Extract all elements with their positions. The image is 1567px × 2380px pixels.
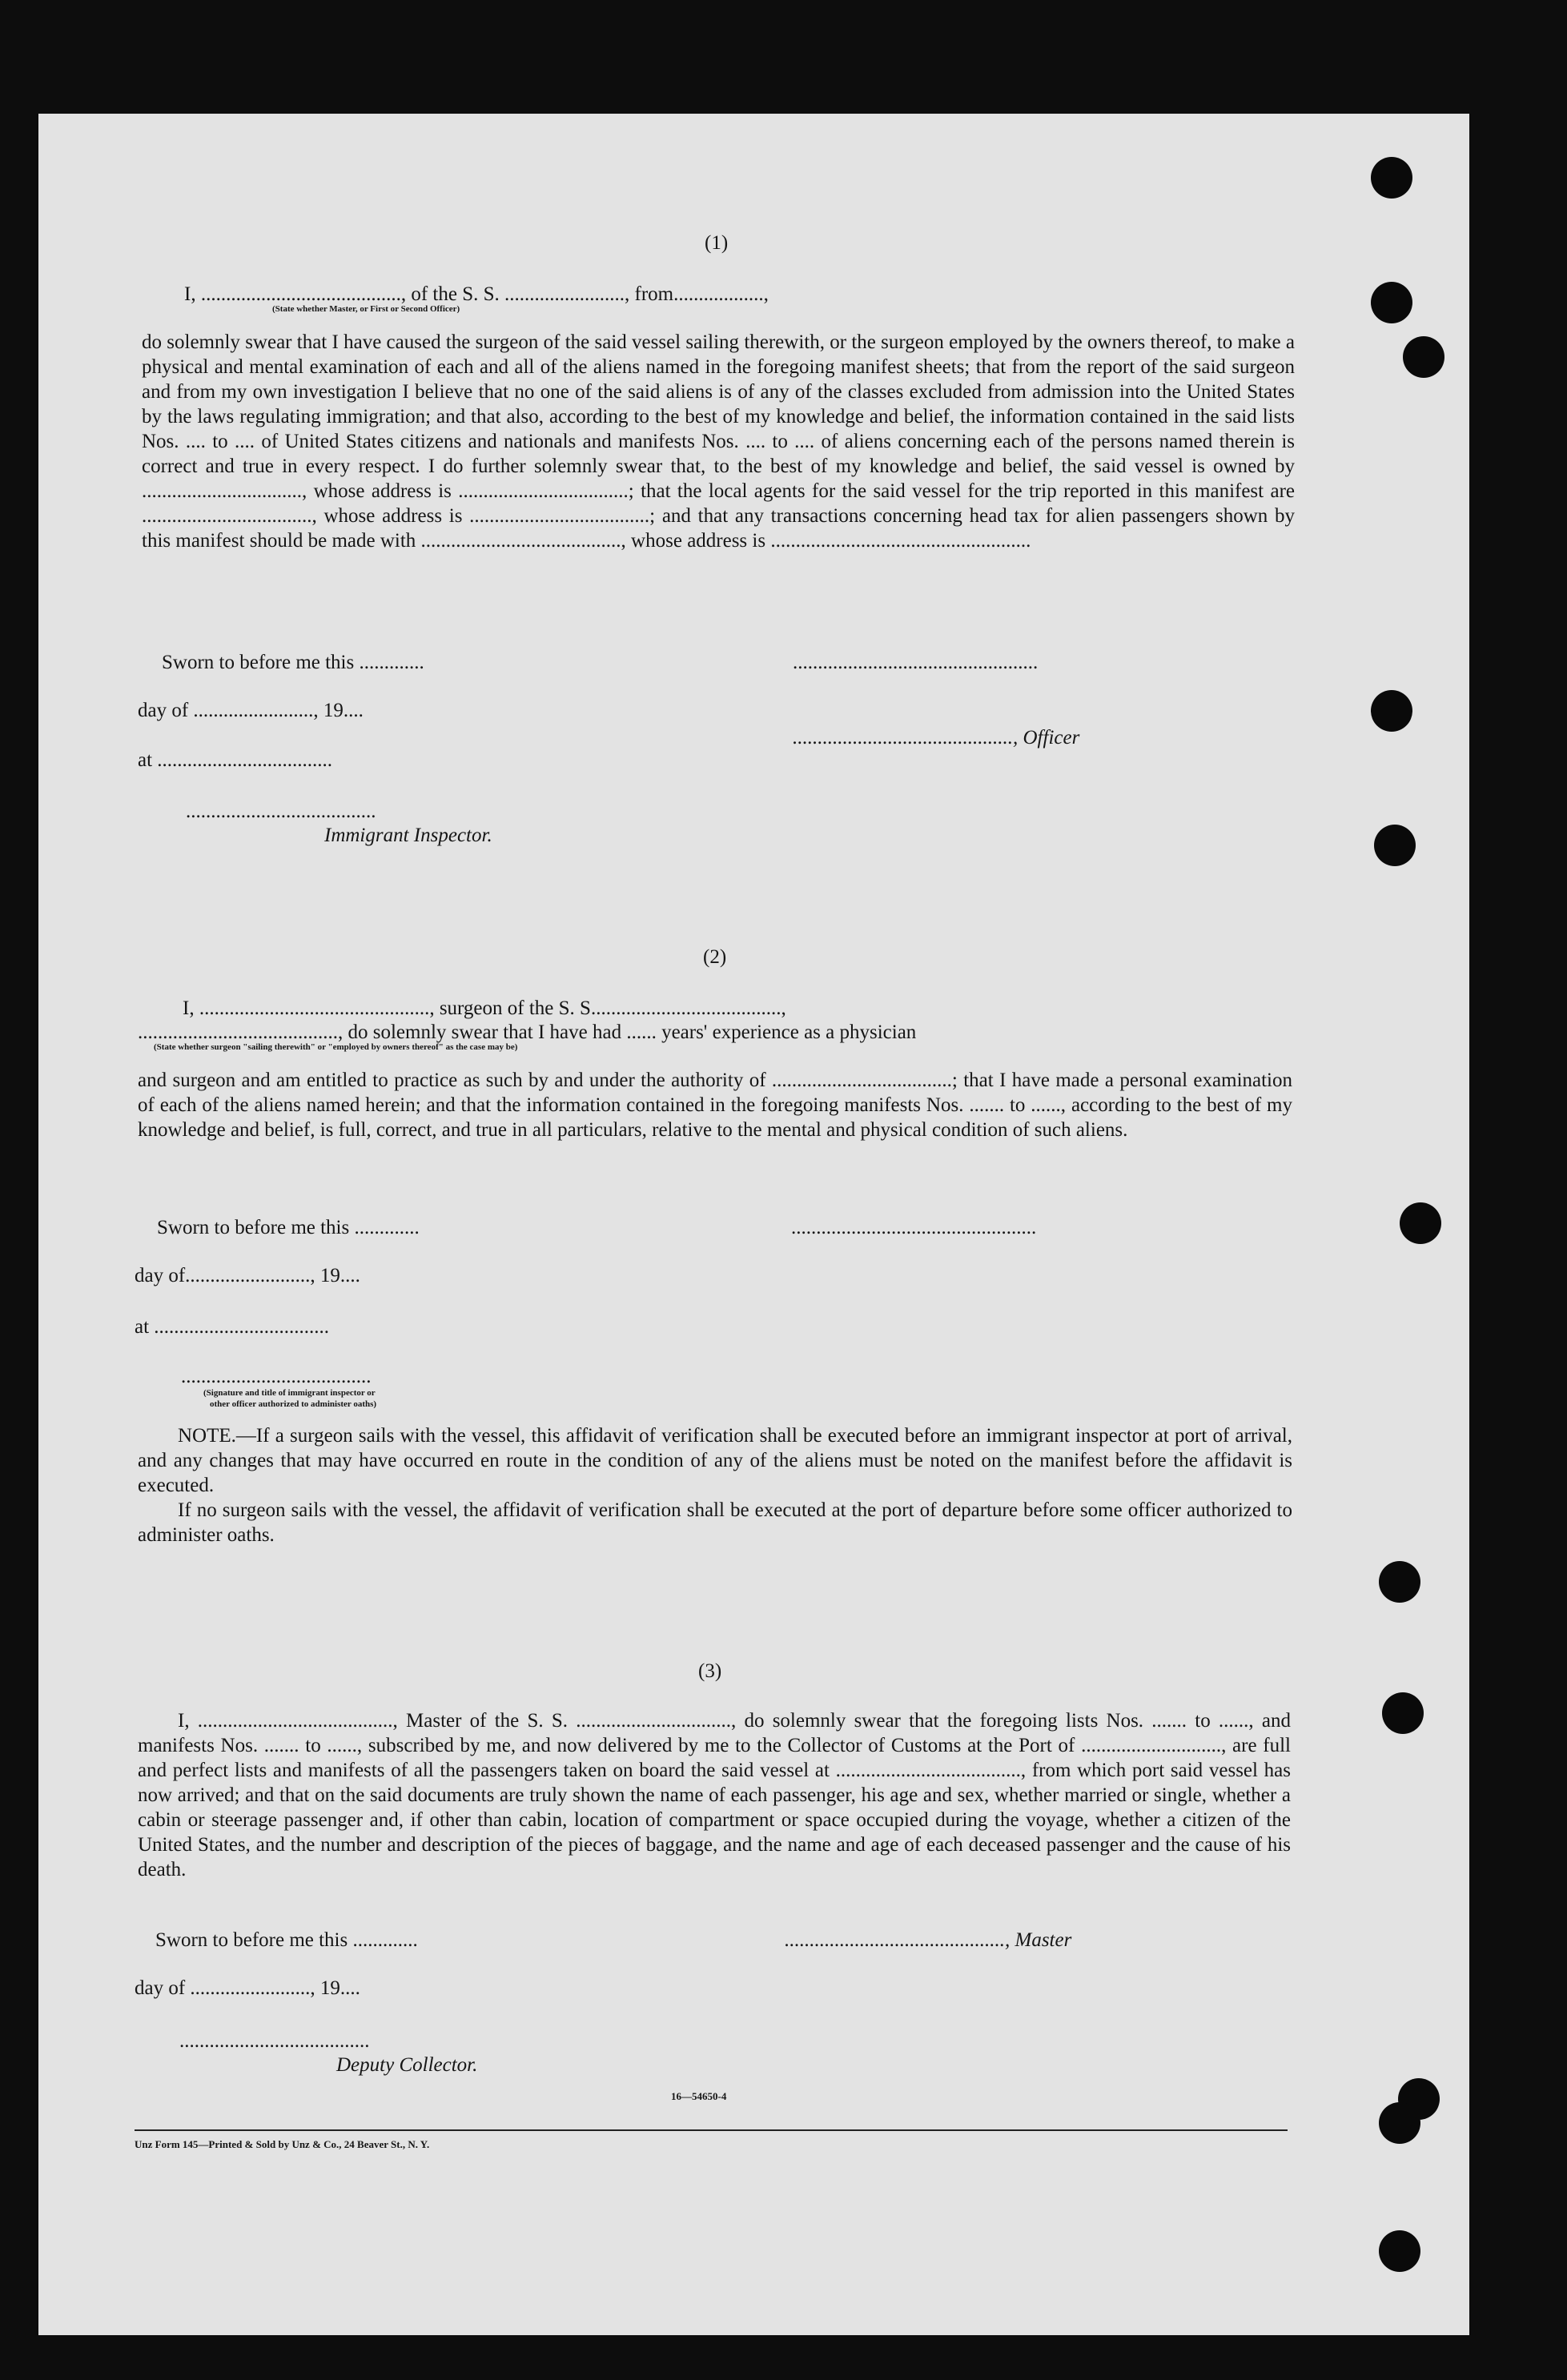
punch-hole xyxy=(1379,2102,1420,2144)
section-3-sworn-line: Sworn to before me this ............. xyxy=(155,1929,418,1951)
section-2-surgeon-note: (State whether surgeon "sailing therewith" or "employed by owners thereof" as the case may be) xyxy=(154,1042,518,1052)
footer-divider xyxy=(135,2129,1288,2131)
section-3-day-line: day of ........................, 19.... xyxy=(135,1977,360,1999)
section-2-experience-line: ........................................, do solemnly swear that I have had ...... years' experience as a physician xyxy=(138,1021,917,1043)
section-2-sworn-line: Sworn to before me this ............. xyxy=(157,1217,420,1238)
section-3-oath-paragraph xyxy=(138,1708,1291,1882)
punch-hole xyxy=(1374,825,1416,866)
section-2-signature-line: ................................................. xyxy=(791,1217,1037,1238)
section-1-oath-paragraph xyxy=(142,330,1295,553)
punch-hole xyxy=(1371,157,1412,199)
punch-hole xyxy=(1403,336,1444,378)
section-1-sworn-line: Sworn to before me this ............. xyxy=(162,652,424,673)
section-2-signature-note-2: other officer authorized to administer oaths) xyxy=(210,1399,377,1409)
section-1-officer-note: (State whether Master, or First or Second Officer) xyxy=(272,304,460,314)
punch-hole xyxy=(1400,1202,1441,1244)
section-2-number: (2) xyxy=(703,946,727,968)
section-3-collector-title: Deputy Collector. xyxy=(336,2054,478,2076)
section-2-oath-text: and surgeon and am entitled to practice as such by and under the authority of ....................................; that I have made a personal examination of each of the aliens named herein; and that the information contained in the foregoing manifests Nos. ....... to ......, according to the best of my knowledge and belief, is full, correct, and true in all particulars, relative to the mental and physical condition of such aliens. xyxy=(138,1070,1292,1141)
section-1-signature-line: ................................................. xyxy=(793,652,1039,673)
form-number: 16—54650-4 xyxy=(671,2090,727,2102)
section-2-inspector-dots: ...................................... xyxy=(181,1366,372,1387)
section-3-master-line: ............................................, Master xyxy=(785,1929,1072,1951)
section-2-at-line: at ................................... xyxy=(135,1316,330,1338)
printer-imprint: Unz Form 145—Printed & Sold by Unz & Co., 24 Beaver St., N. Y. xyxy=(135,2138,430,2150)
section-2-oath-paragraph xyxy=(138,1068,1292,1142)
section-3-oath-text: I, ......................................., Master of the S. S. ..............................., do solemnly swear that the foregoing lists Nos. ....... to ......, and manifests Nos. ....... to ......, subscribed by me, and now delivered by me to the Collector of Customs at the Port of ............................, are full and perfect lists and manifests of all the passengers taken on board the said vessel at ....................................., from which port said vessel has now arrived; and that on the said documents are truly shown the name of each passenger, his age and sex, whether married or single, whether a cabin or steerage passenger and, if other than cabin, location of compartment or space occupied during the voyage, whether a citizen of the United States, and the number and description of the pieces of baggage, and the name and age of each deceased passenger and the cause of his death. xyxy=(138,1710,1291,1880)
section-2-note-block xyxy=(138,1423,1292,1547)
section-1-master-line: I, ........................................, of the S. S. ........................, from.................., xyxy=(184,283,769,305)
section-1-oath-text: do solemnly swear that I have caused the surgeon of the said vessel sailing therewith, or the surgeon employed by the owners thereof, to make a physical and mental examination of each and all of the aliens named in the foregoing manifest sheets; that from the report of the said surgeon and from my own investigation I believe that no one of the said aliens is of any of the classes excluded from admission into the United States by the laws regulating immigration; and that also, according to the best of my knowledge and belief, the information contained in the said lists Nos. .... to .... of United States citizens and nationals and manifests Nos. .... to .... of aliens concerning each of the persons named therein is correct and true in every respect. I do further solemnly swear that, to the best of my knowledge and belief, the said vessel is owned by ................................, whose address is ..................................; that the local agents for the said vessel for the trip reported in this manifest are .................................., whose address is ....................................; and that any transactions concerning head tax for alien passengers shown by this manifest should be made with ........................................, whose address is .................................................... xyxy=(142,331,1295,552)
punch-hole xyxy=(1379,1561,1420,1603)
section-1-day-line: day of ........................, 19.... xyxy=(138,700,364,721)
section-2-note-paragraph: NOTE.—If a surgeon sails with the vessel, this affidavit of verification shall be executed before an immigrant inspector at port of arrival, and any changes that may have occurred en route in the condition of any of the aliens must be noted on the manifest before the affidavit is executed. xyxy=(138,1425,1292,1496)
section-1-inspector-title: Immigrant Inspector. xyxy=(324,825,492,846)
section-1-at-line: at ................................... xyxy=(138,749,333,771)
section-1-number: (1) xyxy=(705,232,729,254)
section-2-day-line: day of........................., 19.... xyxy=(135,1265,360,1286)
section-2-surgeon-line: I, .............................................., surgeon of the S. S......................................, xyxy=(183,997,786,1019)
section-1-officer-line: ............................................, Officer xyxy=(793,727,1080,749)
section-3-number: (3) xyxy=(698,1660,722,1682)
punch-hole xyxy=(1382,1692,1424,1734)
section-2-signature-note-1: (Signature and title of immigrant inspector or xyxy=(203,1388,376,1398)
punch-hole xyxy=(1371,282,1412,323)
section-3-collector-dots: ...................................... xyxy=(179,2030,370,2052)
section-1-inspector-dots: ...................................... xyxy=(186,801,376,822)
section-2-note-paragraph-2: If no surgeon sails with the vessel, the affidavit of verification shall be executed at the port of departure before some officer authorized to administer oaths. xyxy=(138,1499,1292,1546)
punch-hole xyxy=(1371,690,1412,732)
punch-hole xyxy=(1379,2230,1420,2272)
